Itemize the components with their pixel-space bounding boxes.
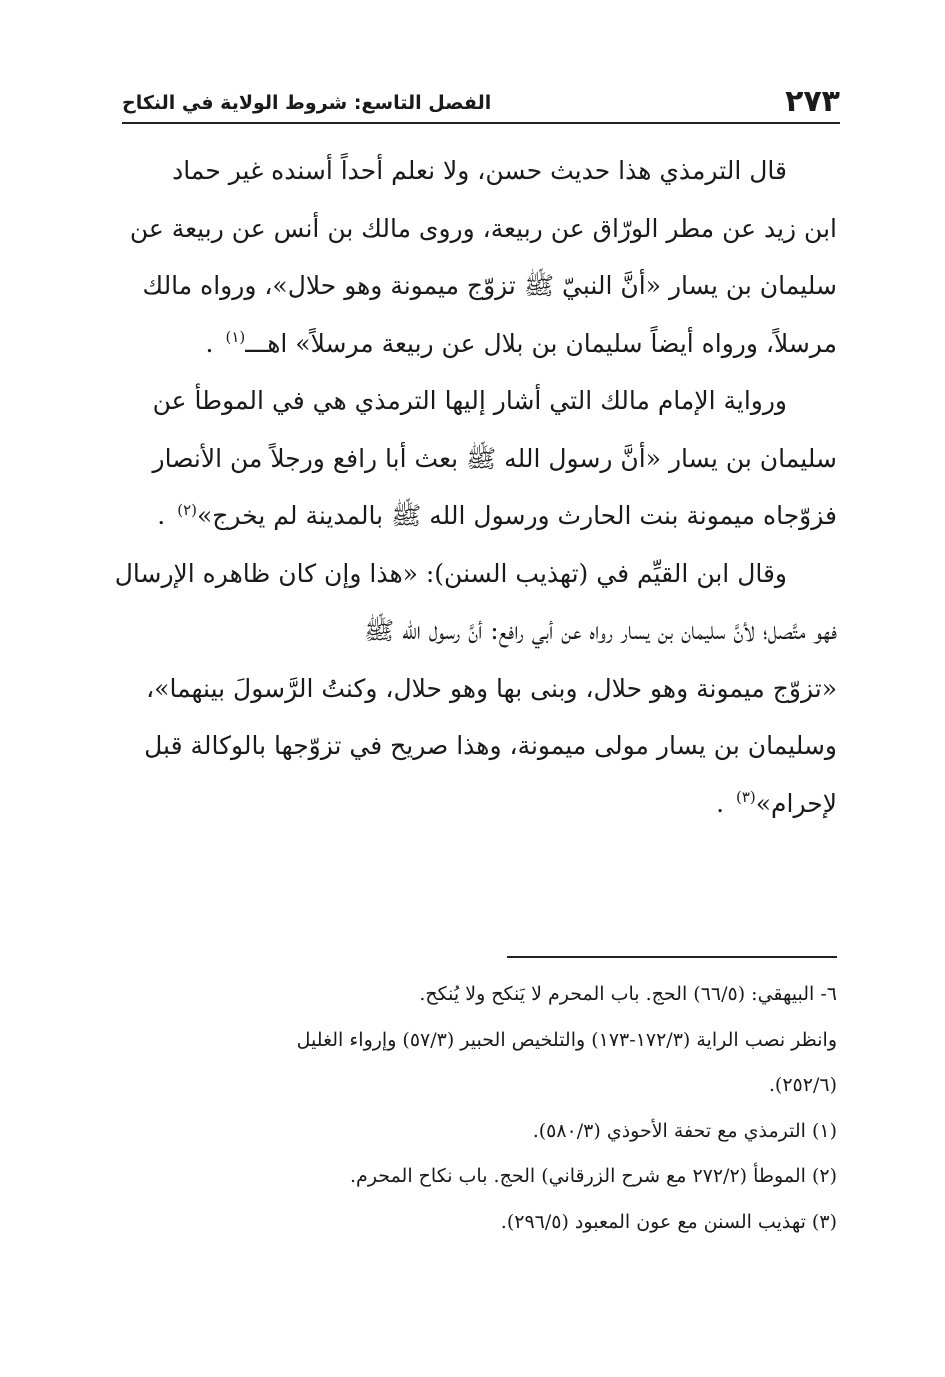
- footnote-ref-2[interactable]: (٢): [177, 500, 197, 519]
- text-line-content: لإحرام»: [755, 788, 837, 818]
- footnote-1: (١) الترمذي مع تحفة الأحوذي (٥٨٠/٣).: [532, 1119, 837, 1142]
- text-line-content: مرسلاً، ورواه أيضاً سليمان بن بلال عن ربيعة مرسلاً» اهـــ: [245, 328, 837, 358]
- page-number: ٢٧٣: [785, 84, 840, 119]
- text-line: ابن زيد عن مطر الورّاق عن ربيعة، وروى مالك بن أنس عن ربيعة عن: [129, 213, 837, 243]
- footnote-3: (٣) تهذيب السنن مع عون المعبود (٢٩٦/٥).: [500, 1210, 837, 1233]
- footnote-ref-1[interactable]: (١): [225, 328, 246, 347]
- text-line: «تزوّج ميمونة وهو حلال، وبنى بها وهو حلال، وكنتُ الرَّسولَ بينهما»،: [146, 673, 837, 703]
- footnotes: [119, 972, 837, 1245]
- text-line: لإحرام»$^{(٣)}$ .: [716, 788, 837, 818]
- footnote-divider: [507, 956, 837, 958]
- text-line: سليمان بن يسار «أنَّ رسول الله ﷺ بعث أبا رافع ورجلاً من الأنصار: [152, 443, 837, 473]
- footnote-ref-3[interactable]: (٣): [735, 788, 756, 807]
- running-title: الفصل التاسع: شروط الولاية في النكاح: [122, 92, 492, 114]
- page-header: [122, 82, 840, 124]
- paragraph-2: [119, 372, 837, 545]
- footnote-line: وانظر نصب الراية (١٧٢/٣-١٧٣) والتلخيص الحبير (٥٧/٣) وإرواء الغليل: [296, 1028, 837, 1051]
- paragraph-3: [114, 545, 837, 833]
- text-line-content: فزوّجاه ميمونة بنت الحارث ورسول الله ﷺ بالمدينة لم يخرج»: [196, 501, 837, 530]
- text-line: فزوّجاه ميمونة بنت الحارث ورسول الله ﷺ بالمدينة لم يخرج»$^{(٢)}$ .: [157, 500, 837, 530]
- footnote-2: (٢) الموطأ (٢٧٢/٢ مع شرح الزرقاني) الحج. باب نكاح المحرم.: [350, 1165, 837, 1187]
- text-line: وقال ابن القيِّم في (تهذيب السنن): «هذا وإن كان ظاهره الإرسال: [114, 558, 787, 588]
- main-text: [114, 142, 837, 832]
- text-line: فهو متَّصل؛ لأنَّ سليمان بن يسار رواه عن أبي رافع: أنَّ رسول الله ﷺ: [363, 616, 837, 645]
- text-line: مرسلاً، ورواه أيضاً سليمان بن بلال عن ربيعة مرسلاً» اهـــ$^{(١)}$ .: [205, 328, 837, 358]
- text-line: سليمان بن يسار «أنَّ النبيّ ﷺ تزوّج ميمونة وهو حلال»، ورواه مالك: [142, 271, 837, 300]
- text-line: ورواية الإمام مالك التي أشار إليها الترمذي هي في الموطأ عن: [152, 386, 787, 415]
- text-line: قال الترمذي هذا حديث حسن، ولا نعلم أحداً أسنده غير حماد: [172, 156, 787, 185]
- paragraph-1: [119, 142, 837, 372]
- footnote-line: (٢٥٢/٦).: [768, 1074, 837, 1096]
- text-line: وسليمان بن يسار مولى ميمونة، وهذا صريح في تزوّجها بالوكالة قبل: [144, 731, 837, 760]
- footnote-line: ٦- البيهقي: (٦٦/٥) الحج. باب المحرم لا يَنكح ولا يُنكح.: [419, 983, 837, 1005]
